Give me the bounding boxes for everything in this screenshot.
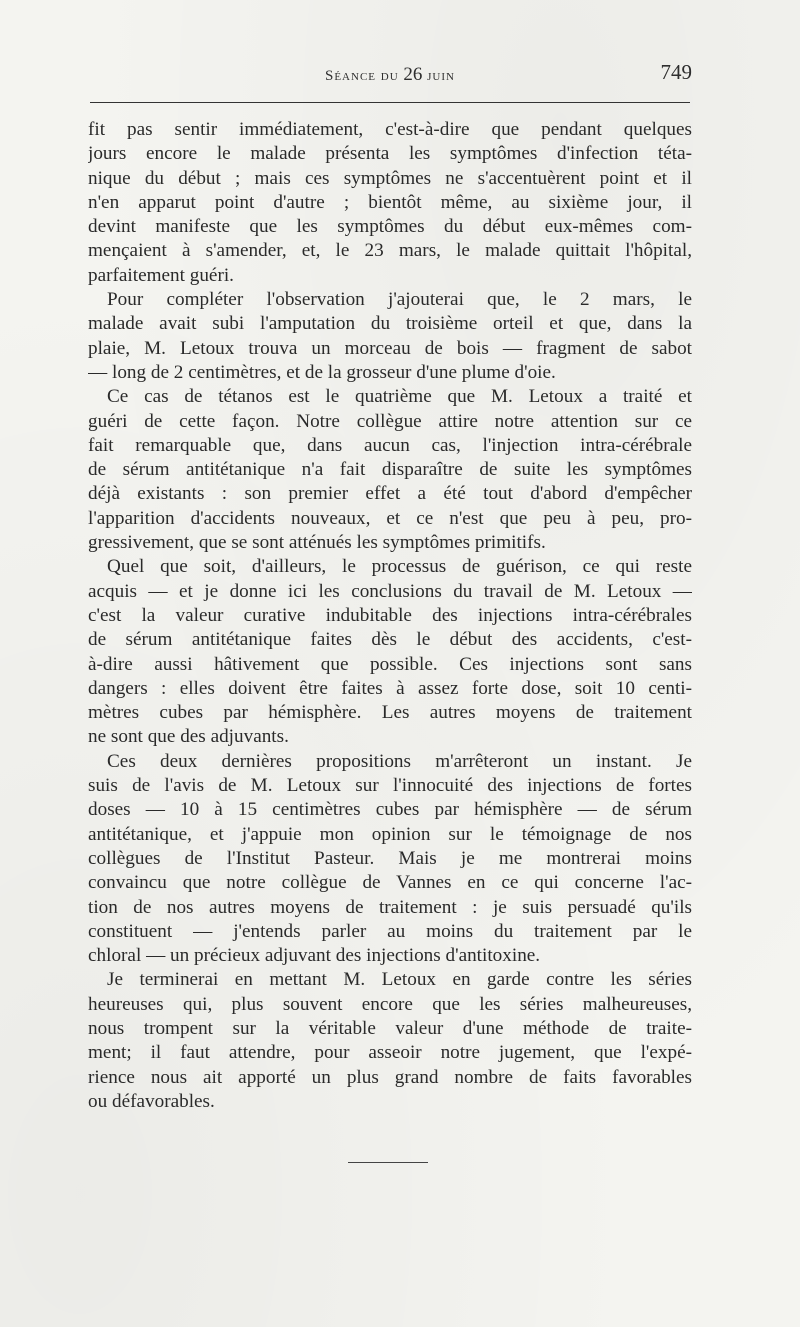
- text-line: chloral — un précieux adjuvant des injections d'antitoxine.: [88, 945, 541, 967]
- text-line: collègues de l'Institut Pasteur. Mais je me montrerai moins: [88, 847, 692, 869]
- text-line: doses — 10 à 15 centimètres cubes par hémisphère — de sérum: [88, 799, 692, 821]
- text-line: suis de l'avis de M. Letoux sur l'innocuité des injections de fortes: [88, 775, 692, 797]
- text-line: ment; il faut attendre, pour asseoir notre jugement, que l'expé-: [88, 1042, 692, 1064]
- text-line: Pour compléter l'observation j'ajouterai que, le 2 mars, le: [107, 289, 692, 311]
- section-end-rule: [348, 1162, 428, 1163]
- text-line: antitétanique, et j'appuie mon opinion sur le témoignage de nos: [88, 823, 692, 845]
- text-line: heureuses qui, plus souvent encore que les séries malheureuses,: [88, 993, 692, 1015]
- text-line: nique du début ; mais ces symptômes ne s'accentuèrent point et il: [88, 167, 692, 189]
- text-line: Quel que soit, d'ailleurs, le processus de guérison, ce qui reste: [107, 556, 692, 578]
- text-line: c'est la valeur curative indubitable des injections intra-cérébrales: [88, 604, 692, 626]
- text-line: l'apparition d'accidents nouveaux, et ce n'est que peu à peu, pro-: [88, 507, 692, 529]
- text-line: fait remarquable que, dans aucun cas, l'injection intra-cérébrale: [88, 434, 692, 456]
- text-line: jours encore le malade présenta les symptômes d'infection téta-: [88, 143, 692, 165]
- text-line: ne sont que des adjuvants.: [88, 726, 289, 748]
- running-title-suffix: juin: [422, 68, 455, 84]
- text-line: nous trompent sur la véritable valeur d'une méthode de traite-: [88, 1017, 692, 1039]
- text-line: à-dire aussi hâtivement que possible. Ces injections sont sans: [88, 653, 692, 675]
- text-line: de sérum antitétanique faites dès le début des accidents, c'est-: [88, 629, 692, 651]
- text-line: plaie, M. Letoux trouva un morceau de bois — fragment de sabot: [88, 337, 692, 359]
- text-line: convaincu que notre collègue de Vannes en ce qui concerne l'ac-: [88, 872, 692, 894]
- paragraph: [88, 118, 692, 288]
- text-line: malade avait subi l'amputation du troisième orteil et que, dans la: [88, 313, 692, 335]
- text-line: devint manifeste que les symptômes du début eux-mêmes com-: [88, 216, 692, 238]
- page-number: 749: [660, 60, 692, 84]
- paragraph: [88, 750, 692, 969]
- running-title: [88, 64, 692, 86]
- text-line: rience nous ait apporté un plus grand nombre de faits favorables: [88, 1066, 692, 1088]
- text-line: constituent — j'entends parler au moins du traitement par le: [88, 920, 692, 942]
- text-line: Je terminerai en mettant M. Letoux en garde contre les séries: [107, 969, 692, 991]
- text-line: déjà existants : son premier effet a été tout d'abord d'empêcher: [88, 483, 692, 505]
- text-line: guéri de cette façon. Notre collègue attire notre attention sur ce: [88, 410, 692, 432]
- text-line: parfaitement guéri.: [88, 264, 234, 286]
- text-line: Ces deux dernières propositions m'arrêteront un instant. Je: [107, 750, 692, 772]
- text-line: Ce cas de tétanos est le quatrième que M. Letoux a traité et: [107, 386, 692, 408]
- text-line: ou défavorables.: [88, 1090, 215, 1112]
- paragraph: [88, 968, 692, 1114]
- text-line: tion de nos autres moyens de traitement : je suis persuadé qu'ils: [88, 896, 692, 918]
- text-line: mètres cubes par hémisphère. Les autres moyens de traitement: [88, 702, 692, 724]
- text-line: mençaient à s'amender, et, le 23 mars, le malade quittait l'hôpital,: [88, 240, 692, 262]
- text-line: n'en apparut point d'autre ; bientôt même, au sixième jour, il: [88, 191, 692, 213]
- text-line: fit pas sentir immédiatement, c'est-à-dire que pendant quelques: [88, 119, 692, 140]
- paragraph: [88, 555, 692, 749]
- text-line: — long de 2 centimètres, et de la grosseur d'une plume d'oie.: [88, 361, 556, 383]
- text-line: de sérum antitétanique n'a fait disparaître de suite les symptômes: [88, 459, 692, 481]
- running-title-prefix: Séance du: [325, 68, 404, 84]
- paragraph: [88, 385, 692, 555]
- text-line: dangers : elles doivent être faites à assez forte dose, soit 10 centi-: [88, 677, 692, 699]
- paragraph: [88, 288, 692, 385]
- running-title-date: 26: [403, 64, 423, 85]
- text-line: acquis — et je donne ici les conclusions du travail de M. Letoux —: [88, 580, 692, 602]
- page-header: [88, 60, 692, 92]
- body-text: [88, 118, 692, 1114]
- header-rule: [90, 102, 690, 103]
- text-line: gressivement, que se sont atténués les symptômes primitifs.: [88, 532, 546, 554]
